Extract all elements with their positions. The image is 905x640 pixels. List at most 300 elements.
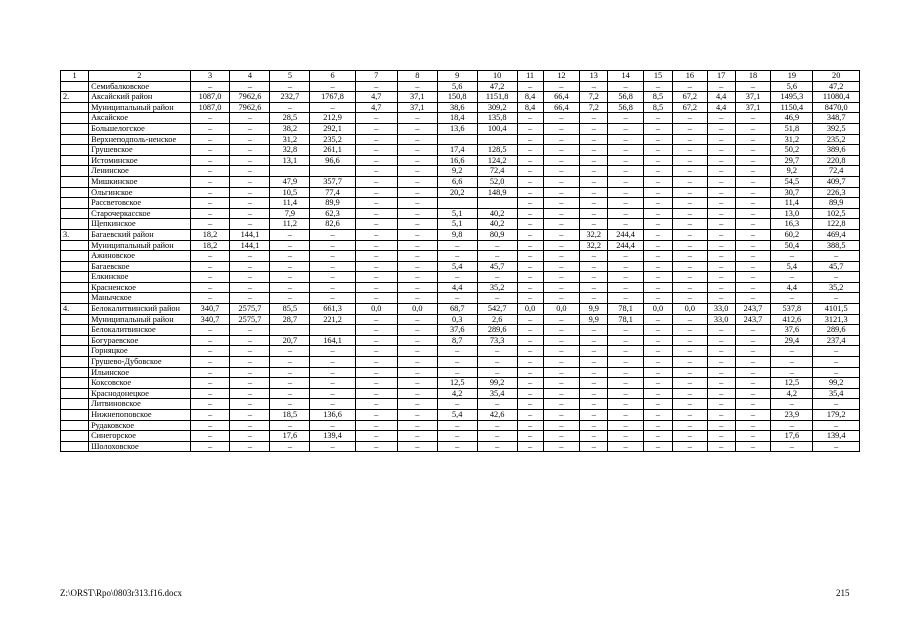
value-cell: – xyxy=(580,198,608,209)
value-cell: – xyxy=(543,219,580,230)
row-number xyxy=(61,102,89,113)
value-cell: 8,5 xyxy=(643,92,672,103)
value-cell: – xyxy=(230,81,270,92)
value-cell: – xyxy=(543,123,580,134)
value-cell: – xyxy=(673,134,708,145)
value-cell: – xyxy=(580,388,608,399)
value-cell: – xyxy=(190,282,230,293)
value-cell: 32,8 xyxy=(270,145,310,156)
value-cell: 31,2 xyxy=(771,134,813,145)
value-cell: 17,4 xyxy=(437,145,477,156)
value-cell: – xyxy=(397,240,437,251)
value-cell: – xyxy=(608,388,644,399)
value-cell: – xyxy=(673,441,708,452)
value-cell: – xyxy=(230,166,270,177)
value-cell: – xyxy=(355,410,397,421)
value-cell: – xyxy=(580,219,608,230)
value-cell: 42,6 xyxy=(477,410,517,421)
value-cell: 244,4 xyxy=(608,240,644,251)
value-cell: – xyxy=(397,229,437,240)
value-cell: 28,5 xyxy=(270,113,310,124)
value-cell: – xyxy=(310,81,355,92)
value-cell: – xyxy=(270,272,310,283)
value-cell: – xyxy=(735,166,771,177)
table-row xyxy=(61,346,860,357)
value-cell: – xyxy=(270,399,310,410)
value-cell: – xyxy=(608,219,644,230)
value-cell: – xyxy=(608,431,644,442)
value-cell: – xyxy=(735,282,771,293)
table-row xyxy=(61,166,860,177)
table-row xyxy=(61,314,860,325)
value-cell: – xyxy=(477,399,517,410)
value-cell: – xyxy=(270,367,310,378)
value-cell: – xyxy=(230,208,270,219)
value-cell: – xyxy=(517,166,543,177)
value-cell: – xyxy=(355,261,397,272)
value-cell: 0,3 xyxy=(437,314,477,325)
value-cell: – xyxy=(397,325,437,336)
header-cell: 17 xyxy=(707,71,735,82)
value-cell: – xyxy=(735,335,771,346)
value-cell: – xyxy=(477,293,517,304)
value-cell: – xyxy=(517,198,543,209)
value-cell: – xyxy=(735,420,771,431)
value-cell: – xyxy=(397,367,437,378)
value-cell: – xyxy=(477,431,517,442)
value-cell: – xyxy=(190,335,230,346)
table-row xyxy=(61,357,860,368)
value-cell: – xyxy=(190,325,230,336)
value-cell: 4,4 xyxy=(437,282,477,293)
value-cell: – xyxy=(580,420,608,431)
value-cell: – xyxy=(270,102,310,113)
value-cell: – xyxy=(643,229,672,240)
value-cell: 18,2 xyxy=(190,229,230,240)
value-cell: 243,7 xyxy=(735,314,771,325)
value-cell: – xyxy=(580,155,608,166)
value-cell xyxy=(270,166,310,177)
value-cell: 128,5 xyxy=(477,145,517,156)
value-cell: – xyxy=(355,420,397,431)
value-cell: 164,1 xyxy=(310,335,355,346)
value-cell: – xyxy=(771,346,813,357)
value-cell: 309,2 xyxy=(477,102,517,113)
value-cell: 148,9 xyxy=(477,187,517,198)
value-cell: 0,0 xyxy=(355,304,397,315)
value-cell: – xyxy=(355,145,397,156)
value-cell: – xyxy=(310,420,355,431)
value-cell: – xyxy=(230,113,270,124)
value-cell: 46,9 xyxy=(771,113,813,124)
value-cell: – xyxy=(673,251,708,262)
value-cell: – xyxy=(673,123,708,134)
value-cell: 144,1 xyxy=(230,229,270,240)
value-cell: – xyxy=(543,314,580,325)
value-cell: 2575,7 xyxy=(230,314,270,325)
value-cell: – xyxy=(543,282,580,293)
value-cell: – xyxy=(707,198,735,209)
table-row xyxy=(61,155,860,166)
value-cell: – xyxy=(230,420,270,431)
settlement-name: Елкинское xyxy=(89,272,190,283)
value-cell: – xyxy=(355,293,397,304)
value-cell: – xyxy=(517,388,543,399)
value-cell xyxy=(437,198,477,209)
value-cell: 60,2 xyxy=(771,229,813,240)
value-cell: 99,2 xyxy=(813,378,860,389)
value-cell: 4,7 xyxy=(355,92,397,103)
value-cell xyxy=(437,134,477,145)
value-cell: – xyxy=(643,123,672,134)
value-cell: 23,9 xyxy=(771,410,813,421)
value-cell: – xyxy=(543,155,580,166)
value-cell: – xyxy=(190,145,230,156)
value-cell: – xyxy=(190,155,230,166)
value-cell: – xyxy=(771,251,813,262)
value-cell: – xyxy=(517,314,543,325)
value-cell: – xyxy=(397,134,437,145)
value-cell: – xyxy=(543,81,580,92)
value-cell: – xyxy=(643,134,672,145)
value-cell: – xyxy=(355,198,397,209)
value-cell: – xyxy=(517,208,543,219)
value-cell: – xyxy=(517,335,543,346)
value-cell: – xyxy=(735,113,771,124)
value-cell: – xyxy=(397,388,437,399)
row-number xyxy=(61,367,89,378)
value-cell: – xyxy=(517,145,543,156)
value-cell: – xyxy=(517,399,543,410)
value-cell: – xyxy=(477,441,517,452)
value-cell: 235,2 xyxy=(813,134,860,145)
value-cell: – xyxy=(437,431,477,442)
value-cell: 28,7 xyxy=(270,314,310,325)
value-cell: – xyxy=(543,388,580,399)
value-cell: – xyxy=(608,251,644,262)
value-cell xyxy=(477,134,517,145)
value-cell: 5,4 xyxy=(437,261,477,272)
value-cell: – xyxy=(397,314,437,325)
settlement-name: Белокалитвинский район xyxy=(89,304,190,315)
value-cell: 1495,3 xyxy=(771,92,813,103)
value-cell: – xyxy=(190,293,230,304)
value-cell: – xyxy=(707,251,735,262)
value-cell: – xyxy=(735,229,771,240)
header-cell: 12 xyxy=(543,71,580,82)
value-cell: – xyxy=(735,346,771,357)
value-cell: 16,3 xyxy=(771,219,813,230)
value-cell: 37,6 xyxy=(437,325,477,336)
value-cell: – xyxy=(580,251,608,262)
value-cell: 9,9 xyxy=(580,314,608,325)
value-cell: – xyxy=(355,399,397,410)
value-cell: – xyxy=(477,272,517,283)
value-cell: 47,9 xyxy=(270,176,310,187)
value-cell: – xyxy=(643,166,672,177)
value-cell: – xyxy=(190,166,230,177)
value-cell: – xyxy=(270,346,310,357)
value-cell: – xyxy=(397,431,437,442)
value-cell: – xyxy=(673,431,708,442)
value-cell: – xyxy=(437,441,477,452)
value-cell: – xyxy=(397,113,437,124)
settlement-name: Щепкинское xyxy=(89,219,190,230)
value-cell xyxy=(310,325,355,336)
row-number xyxy=(61,399,89,410)
header-cell: 14 xyxy=(608,71,644,82)
value-cell: 124,2 xyxy=(477,155,517,166)
settlement-name: Ажиновское xyxy=(89,251,190,262)
value-cell: – xyxy=(707,441,735,452)
value-cell: – xyxy=(543,335,580,346)
value-cell: – xyxy=(643,282,672,293)
table-row xyxy=(61,251,860,262)
value-cell: – xyxy=(580,335,608,346)
value-cell: – xyxy=(643,367,672,378)
value-cell: 47,2 xyxy=(813,81,860,92)
value-cell: – xyxy=(230,176,270,187)
value-cell: – xyxy=(673,145,708,156)
value-cell: – xyxy=(517,240,543,251)
value-cell: – xyxy=(190,113,230,124)
value-cell: 12,5 xyxy=(771,378,813,389)
value-cell: 0,0 xyxy=(543,304,580,315)
value-cell: – xyxy=(437,367,477,378)
value-cell: – xyxy=(735,378,771,389)
value-cell: 30,7 xyxy=(771,187,813,198)
value-cell: – xyxy=(355,314,397,325)
value-cell: – xyxy=(543,367,580,378)
value-cell: – xyxy=(707,410,735,421)
settlement-name: Муниципальный район xyxy=(89,314,190,325)
value-cell: 37,1 xyxy=(397,92,437,103)
value-cell: – xyxy=(643,145,672,156)
value-cell: – xyxy=(543,145,580,156)
table-row xyxy=(61,367,860,378)
value-cell: – xyxy=(355,134,397,145)
value-cell: – xyxy=(673,399,708,410)
table-row xyxy=(61,293,860,304)
value-cell: – xyxy=(270,261,310,272)
value-cell: – xyxy=(707,420,735,431)
row-number xyxy=(61,166,89,177)
value-cell: 67,2 xyxy=(673,102,708,113)
value-cell: – xyxy=(580,282,608,293)
settlement-name: Ильинское xyxy=(89,367,190,378)
value-cell: – xyxy=(355,123,397,134)
value-cell: 537,8 xyxy=(771,304,813,315)
value-cell: – xyxy=(643,198,672,209)
value-cell: – xyxy=(771,357,813,368)
value-cell: – xyxy=(230,134,270,145)
value-cell: – xyxy=(608,113,644,124)
row-number xyxy=(61,388,89,399)
value-cell: – xyxy=(355,113,397,124)
value-cell: – xyxy=(543,187,580,198)
row-number xyxy=(61,240,89,251)
value-cell: – xyxy=(270,229,310,240)
table-row xyxy=(61,208,860,219)
value-cell: 11,4 xyxy=(270,198,310,209)
value-cell: – xyxy=(517,176,543,187)
settlement-name: Ольгинское xyxy=(89,187,190,198)
value-cell: – xyxy=(270,282,310,293)
value-cell: – xyxy=(673,282,708,293)
value-cell: – xyxy=(580,357,608,368)
value-cell: – xyxy=(230,123,270,134)
value-cell: – xyxy=(270,420,310,431)
value-cell: – xyxy=(813,357,860,368)
value-cell: – xyxy=(673,388,708,399)
header-cell: 10 xyxy=(477,71,517,82)
settlement-name: Большелогское xyxy=(89,123,190,134)
settlement-name: Багаевский район xyxy=(89,229,190,240)
header-row xyxy=(61,71,860,82)
value-cell: – xyxy=(437,293,477,304)
table-row xyxy=(61,145,860,156)
value-cell: – xyxy=(608,378,644,389)
value-cell: – xyxy=(517,229,543,240)
value-cell: – xyxy=(437,399,477,410)
value-cell: – xyxy=(190,261,230,272)
value-cell: 35,2 xyxy=(813,282,860,293)
header-cell: 3 xyxy=(190,71,230,82)
value-cell: – xyxy=(580,208,608,219)
settlement-name: Багаевское xyxy=(89,261,190,272)
settlement-name: Грушевское xyxy=(89,145,190,156)
value-cell: – xyxy=(190,134,230,145)
value-cell: – xyxy=(707,123,735,134)
value-cell: – xyxy=(517,293,543,304)
value-cell: 144,1 xyxy=(230,240,270,251)
value-cell xyxy=(270,325,310,336)
value-cell: – xyxy=(813,367,860,378)
value-cell: – xyxy=(673,81,708,92)
value-cell: – xyxy=(397,399,437,410)
value-cell: – xyxy=(643,293,672,304)
value-cell: – xyxy=(643,155,672,166)
value-cell: – xyxy=(813,293,860,304)
row-number xyxy=(61,431,89,442)
value-cell: 16,6 xyxy=(437,155,477,166)
value-cell: – xyxy=(707,335,735,346)
value-cell: 99,2 xyxy=(477,378,517,389)
value-cell: 78,1 xyxy=(608,304,644,315)
settlement-name: Семибалковское xyxy=(89,81,190,92)
value-cell: – xyxy=(355,388,397,399)
value-cell xyxy=(310,166,355,177)
value-cell: – xyxy=(230,219,270,230)
value-cell: 357,7 xyxy=(310,176,355,187)
value-cell: – xyxy=(230,431,270,442)
value-cell: 7962,6 xyxy=(230,92,270,103)
value-cell: – xyxy=(707,208,735,219)
header-cell: 7 xyxy=(355,71,397,82)
value-cell: – xyxy=(580,293,608,304)
table-row xyxy=(61,410,860,421)
value-cell: 139,4 xyxy=(813,431,860,442)
value-cell: – xyxy=(673,240,708,251)
value-cell: – xyxy=(771,399,813,410)
value-cell: – xyxy=(643,261,672,272)
value-cell: 9,9 xyxy=(580,304,608,315)
value-cell: 37,1 xyxy=(397,102,437,113)
value-cell: – xyxy=(310,346,355,357)
value-cell: – xyxy=(673,420,708,431)
value-cell: 33,0 xyxy=(707,304,735,315)
value-cell: – xyxy=(190,208,230,219)
value-cell: – xyxy=(707,176,735,187)
value-cell: 340,7 xyxy=(190,304,230,315)
value-cell: – xyxy=(608,145,644,156)
value-cell: – xyxy=(437,251,477,262)
row-number xyxy=(61,357,89,368)
value-cell: 348,7 xyxy=(813,113,860,124)
row-number xyxy=(61,378,89,389)
value-cell: 66,4 xyxy=(543,92,580,103)
value-cell: – xyxy=(673,208,708,219)
settlement-name: Рассветовское xyxy=(89,198,190,209)
value-cell: 4,4 xyxy=(707,102,735,113)
value-cell: – xyxy=(543,229,580,240)
value-cell: – xyxy=(270,357,310,368)
value-cell: – xyxy=(673,346,708,357)
value-cell: 77,4 xyxy=(310,187,355,198)
value-cell: – xyxy=(707,357,735,368)
value-cell: 18,2 xyxy=(190,240,230,251)
value-cell: 4,4 xyxy=(771,282,813,293)
value-cell: – xyxy=(643,378,672,389)
value-cell: 10,5 xyxy=(270,187,310,198)
value-cell: 35,4 xyxy=(813,388,860,399)
value-cell: 232,7 xyxy=(270,92,310,103)
row-number xyxy=(61,113,89,124)
value-cell: 135,8 xyxy=(477,113,517,124)
value-cell: 20,7 xyxy=(270,335,310,346)
value-cell: – xyxy=(517,325,543,336)
table-row xyxy=(61,388,860,399)
value-cell: – xyxy=(543,410,580,421)
value-cell: – xyxy=(643,208,672,219)
value-cell: – xyxy=(230,198,270,209)
value-cell: 102,5 xyxy=(813,208,860,219)
value-cell: – xyxy=(517,113,543,124)
header-cell: 8 xyxy=(397,71,437,82)
value-cell: 72,4 xyxy=(477,166,517,177)
value-cell: – xyxy=(673,229,708,240)
value-cell: 289,6 xyxy=(477,325,517,336)
value-cell: – xyxy=(673,367,708,378)
table-row xyxy=(61,102,860,113)
settlement-name: Богураевское xyxy=(89,335,190,346)
value-cell: – xyxy=(190,198,230,209)
value-cell: – xyxy=(190,410,230,421)
row-number xyxy=(61,155,89,166)
value-cell: – xyxy=(707,378,735,389)
value-cell: 0,0 xyxy=(397,304,437,315)
row-number xyxy=(61,282,89,293)
value-cell: – xyxy=(813,441,860,452)
value-cell: – xyxy=(707,388,735,399)
table-row xyxy=(61,219,860,230)
value-cell: – xyxy=(543,420,580,431)
value-cell: 72,4 xyxy=(813,166,860,177)
value-cell: – xyxy=(673,261,708,272)
value-cell: – xyxy=(230,367,270,378)
value-cell: 37,1 xyxy=(735,92,771,103)
settlement-name: Верхнеподполь-ненское xyxy=(89,134,190,145)
